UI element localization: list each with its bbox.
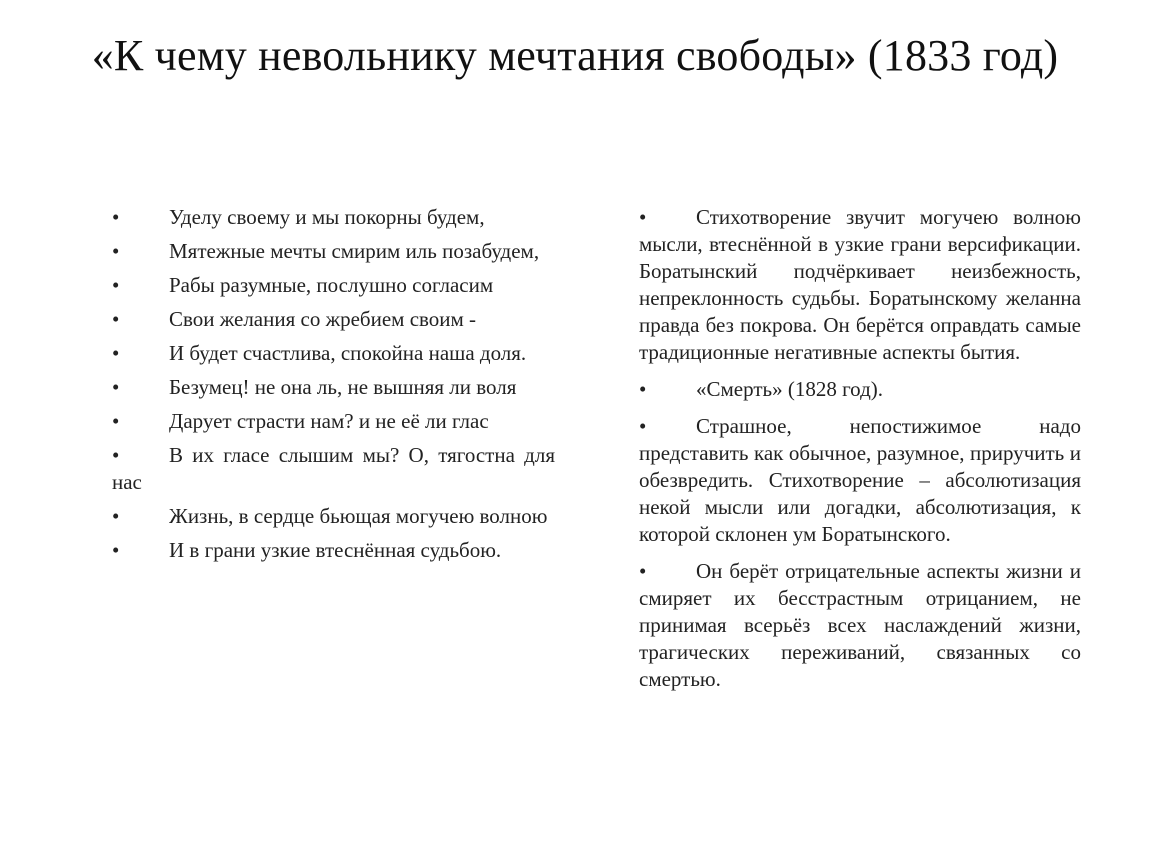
bullet-icon: • [639, 559, 647, 583]
poem-line [112, 306, 555, 333]
bullet-icon: • [112, 239, 120, 263]
commentary-text: Страшное, непостижимое надо представить как обычное, разумное, приручить и обезвредить. Стихотворение – абсолютизация некой мысли или догадки, абсолютизация, к которой склонен ум Боратынского. [639, 414, 1081, 546]
poem-line [112, 374, 555, 401]
commentary-column [639, 204, 1081, 703]
poem-line [112, 408, 555, 435]
bullet-icon: • [112, 273, 120, 297]
bullet-icon: • [112, 443, 120, 467]
poem-line [112, 238, 555, 265]
commentary-text: Стихотворение звучит могучею волною мысли, втеснённой в узкие грани версификации. Боратынский подчёркивает неизбежность, непреклонность судьбы. Боратынскому желанна правда без покрова. Он берётся оправдать самые традиционные негативные аспекты бытия. [639, 205, 1081, 364]
poem-line [112, 272, 555, 299]
poem-line-text: И будет счастлива, спокойна наша доля. [169, 341, 527, 365]
commentary-text: Он берёт отрицательные аспекты жизни и смиряет их бесстрастным отрицанием, не принимая всерьёз всех наслаждений жизни, трагических переживаний, связанных со смертью. [639, 559, 1081, 691]
poem-line-text: Уделу своему и мы покорны будем, [169, 205, 485, 229]
poem-line-text: Мятежные мечты смирим иль позабудем, [169, 239, 540, 263]
poem-line-text: В их гласе слышим мы? О, тягостна для нас [112, 443, 555, 494]
poem-line-text: Жизнь, в сердце бьющая могучею волною [169, 504, 548, 528]
bullet-icon: • [112, 409, 120, 433]
poem-line [112, 503, 555, 530]
poem-line [112, 204, 555, 231]
poem-line-text: Безумец! не она ль, не вышняя ли воля [169, 375, 517, 399]
bullet-icon: • [639, 205, 647, 229]
bullet-icon: • [112, 307, 120, 331]
commentary-item [639, 413, 1081, 548]
bullet-icon: • [112, 538, 120, 562]
bullet-icon: • [112, 375, 120, 399]
bullet-icon: • [112, 205, 120, 229]
bullet-icon: • [112, 504, 120, 528]
poem-column [112, 204, 555, 571]
poem-line-text: Свои желания со жребием своим - [169, 307, 477, 331]
commentary-text: «Смерть» (1828 год). [696, 377, 884, 401]
bullet-icon: • [639, 414, 647, 438]
poem-line [112, 442, 555, 496]
poem-line [112, 537, 555, 564]
poem-line [112, 340, 555, 367]
poem-line-text: Рабы разумные, послушно согласим [169, 273, 494, 297]
bullet-icon: • [639, 377, 647, 401]
poem-line-text: Дарует страсти нам? и не её ли глас [169, 409, 489, 433]
commentary-item [639, 204, 1081, 366]
page-title: «К чему невольнику мечтания свободы» (1833 год) [91, 31, 1059, 80]
poem-line-text: И в грани узкие втеснённая судьбою. [169, 538, 502, 562]
bullet-icon: • [112, 341, 120, 365]
commentary-item [639, 558, 1081, 693]
commentary-item [639, 376, 1081, 403]
